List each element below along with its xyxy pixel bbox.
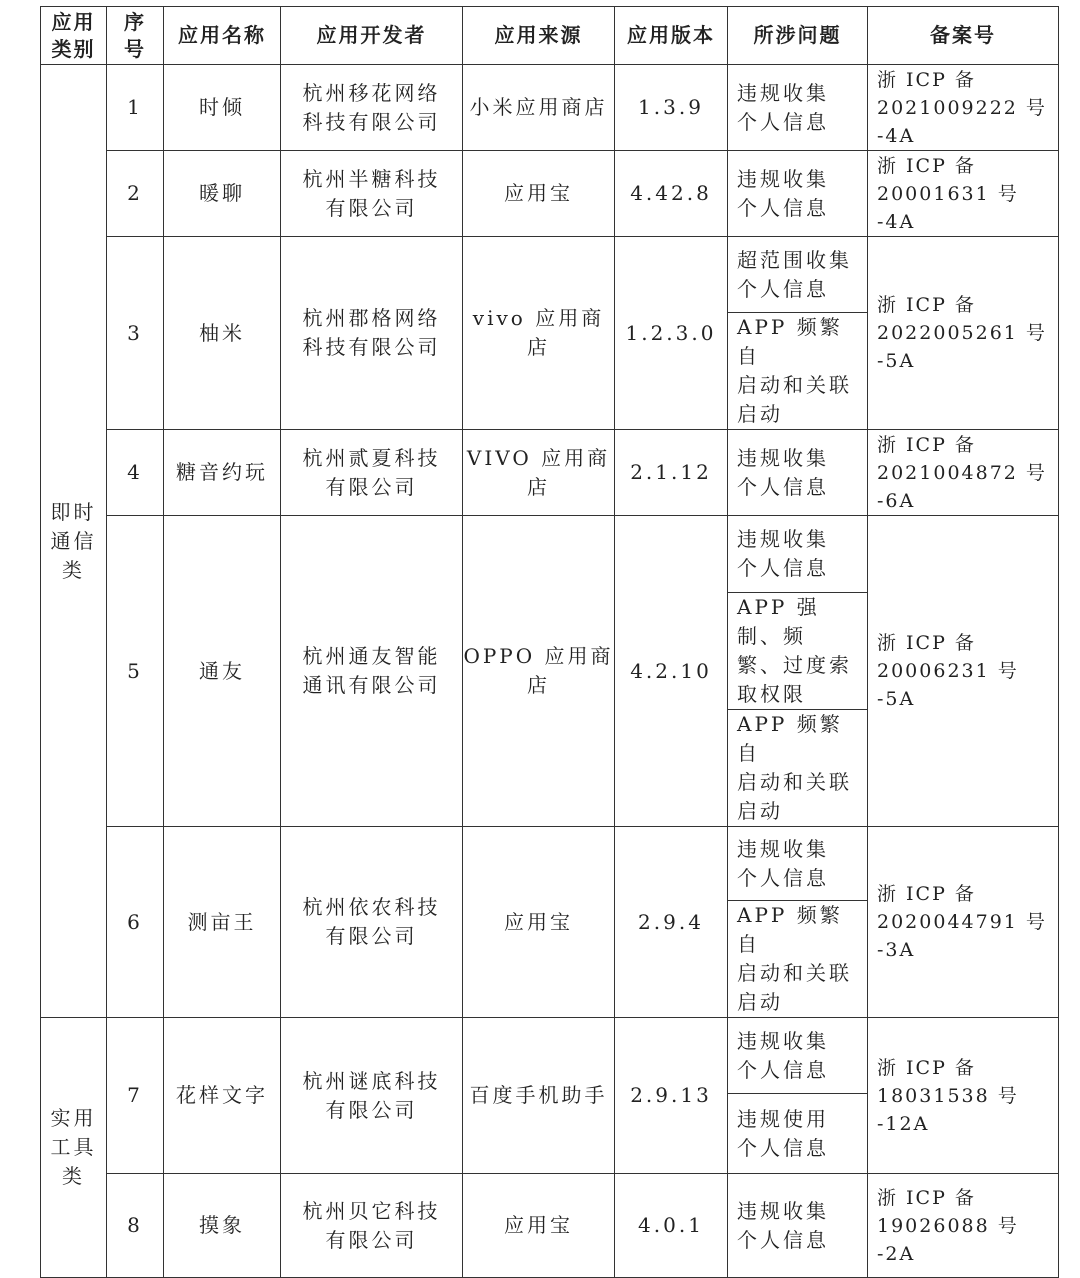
- app-developer: 杭州贰夏科技 有限公司: [281, 430, 463, 516]
- table-row: [41, 516, 1059, 593]
- app-name: 测亩王: [164, 827, 281, 1018]
- icp-number: 浙 ICP 备 20006231 号 -5A: [868, 516, 1059, 827]
- icp-number: 浙 ICP 备 2020044791 号 -3A: [868, 827, 1059, 1018]
- table-row: [41, 1174, 1059, 1278]
- app-source: 应用宝: [463, 827, 615, 1018]
- issue: 违规收集 个人信息: [728, 151, 868, 237]
- table-row: [41, 237, 1059, 313]
- app-version: 1.2.3.0: [615, 237, 728, 430]
- row-index: 7: [107, 1018, 164, 1174]
- app-developer: 杭州贝它科技 有限公司: [281, 1174, 463, 1278]
- issue: APP 频繁自 启动和关联 启动: [728, 313, 868, 430]
- issue: 违规收集 个人信息: [728, 827, 868, 901]
- issue: APP 强制、频 繁、过度索 取权限: [728, 593, 868, 710]
- app-source: 百度手机助手: [463, 1018, 615, 1174]
- issue: 违规收集 个人信息: [728, 65, 868, 151]
- header-index: 序 号: [107, 7, 164, 65]
- icp-number: 浙 ICP 备 19026088 号 -2A: [868, 1174, 1059, 1278]
- header-version: 应用版本: [615, 7, 728, 65]
- issue: APP 频繁自 启动和关联 启动: [728, 901, 868, 1018]
- table-row: [41, 65, 1059, 151]
- app-source: 小米应用商店: [463, 65, 615, 151]
- app-version: 4.42.8: [615, 151, 728, 237]
- app-name: 摸象: [164, 1174, 281, 1278]
- app-name: 糖音约玩: [164, 430, 281, 516]
- row-index: 1: [107, 65, 164, 151]
- header-icp: 备案号: [868, 7, 1059, 65]
- icp-number: 浙 ICP 备 20001631 号 -4A: [868, 151, 1059, 237]
- header-source: 应用来源: [463, 7, 615, 65]
- row-index: 6: [107, 827, 164, 1018]
- app-version: 2.9.13: [615, 1018, 728, 1174]
- app-developer: 杭州半糖科技 有限公司: [281, 151, 463, 237]
- row-index: 2: [107, 151, 164, 237]
- issue: 违规收集 个人信息: [728, 516, 868, 593]
- category-im: 即时 通信 类: [41, 65, 107, 1018]
- app-name: 通友: [164, 516, 281, 827]
- app-source: VIVO 应用商店: [463, 430, 615, 516]
- app-source: 应用宝: [463, 1174, 615, 1278]
- category-tools: 实用 工具 类: [41, 1018, 107, 1278]
- icp-number: 浙 ICP 备 2021009222 号 -4A: [868, 65, 1059, 151]
- table-row: [41, 827, 1059, 901]
- document-page: [40, 6, 1059, 1278]
- header-name: 应用名称: [164, 7, 281, 65]
- issue: APP 频繁自 启动和关联 启动: [728, 710, 868, 827]
- icp-number: 浙 ICP 备 2021004872 号 -6A: [868, 430, 1059, 516]
- icp-number: 浙 ICP 备 18031538 号 -12A: [868, 1018, 1059, 1174]
- table-row: [41, 151, 1059, 237]
- app-version: 2.9.4: [615, 827, 728, 1018]
- icp-number: 浙 ICP 备 2022005261 号 -5A: [868, 237, 1059, 430]
- row-index: 3: [107, 237, 164, 430]
- app-developer: 杭州郡格网络 科技有限公司: [281, 237, 463, 430]
- issue: 违规收集 个人信息: [728, 1174, 868, 1278]
- app-source: 应用宝: [463, 151, 615, 237]
- app-developer: 杭州通友智能 通讯有限公司: [281, 516, 463, 827]
- table-row: [41, 1018, 1059, 1094]
- app-name: 柚米: [164, 237, 281, 430]
- app-version: 1.3.9: [615, 65, 728, 151]
- issue: 违规收集 个人信息: [728, 430, 868, 516]
- app-developer: 杭州谜底科技 有限公司: [281, 1018, 463, 1174]
- row-index: 8: [107, 1174, 164, 1278]
- row-index: 4: [107, 430, 164, 516]
- header-issues: 所涉问题: [728, 7, 868, 65]
- app-version: 4.0.1: [615, 1174, 728, 1278]
- app-developer: 杭州移花网络 科技有限公司: [281, 65, 463, 151]
- app-version: 4.2.10: [615, 516, 728, 827]
- issue: 超范围收集 个人信息: [728, 237, 868, 313]
- header-row: [41, 7, 1059, 65]
- app-violation-table: [40, 6, 1059, 1278]
- header-category: 应用 类别: [41, 7, 107, 65]
- app-name: 暖聊: [164, 151, 281, 237]
- app-source: vivo 应用商店: [463, 237, 615, 430]
- issue: 违规收集 个人信息: [728, 1018, 868, 1094]
- app-name: 时倾: [164, 65, 281, 151]
- app-developer: 杭州依农科技 有限公司: [281, 827, 463, 1018]
- issue: 违规使用 个人信息: [728, 1094, 868, 1174]
- table-row: [41, 430, 1059, 516]
- app-version: 2.1.12: [615, 430, 728, 516]
- row-index: 5: [107, 516, 164, 827]
- app-name: 花样文字: [164, 1018, 281, 1174]
- header-developer: 应用开发者: [281, 7, 463, 65]
- app-source: OPPO 应用商店: [463, 516, 615, 827]
